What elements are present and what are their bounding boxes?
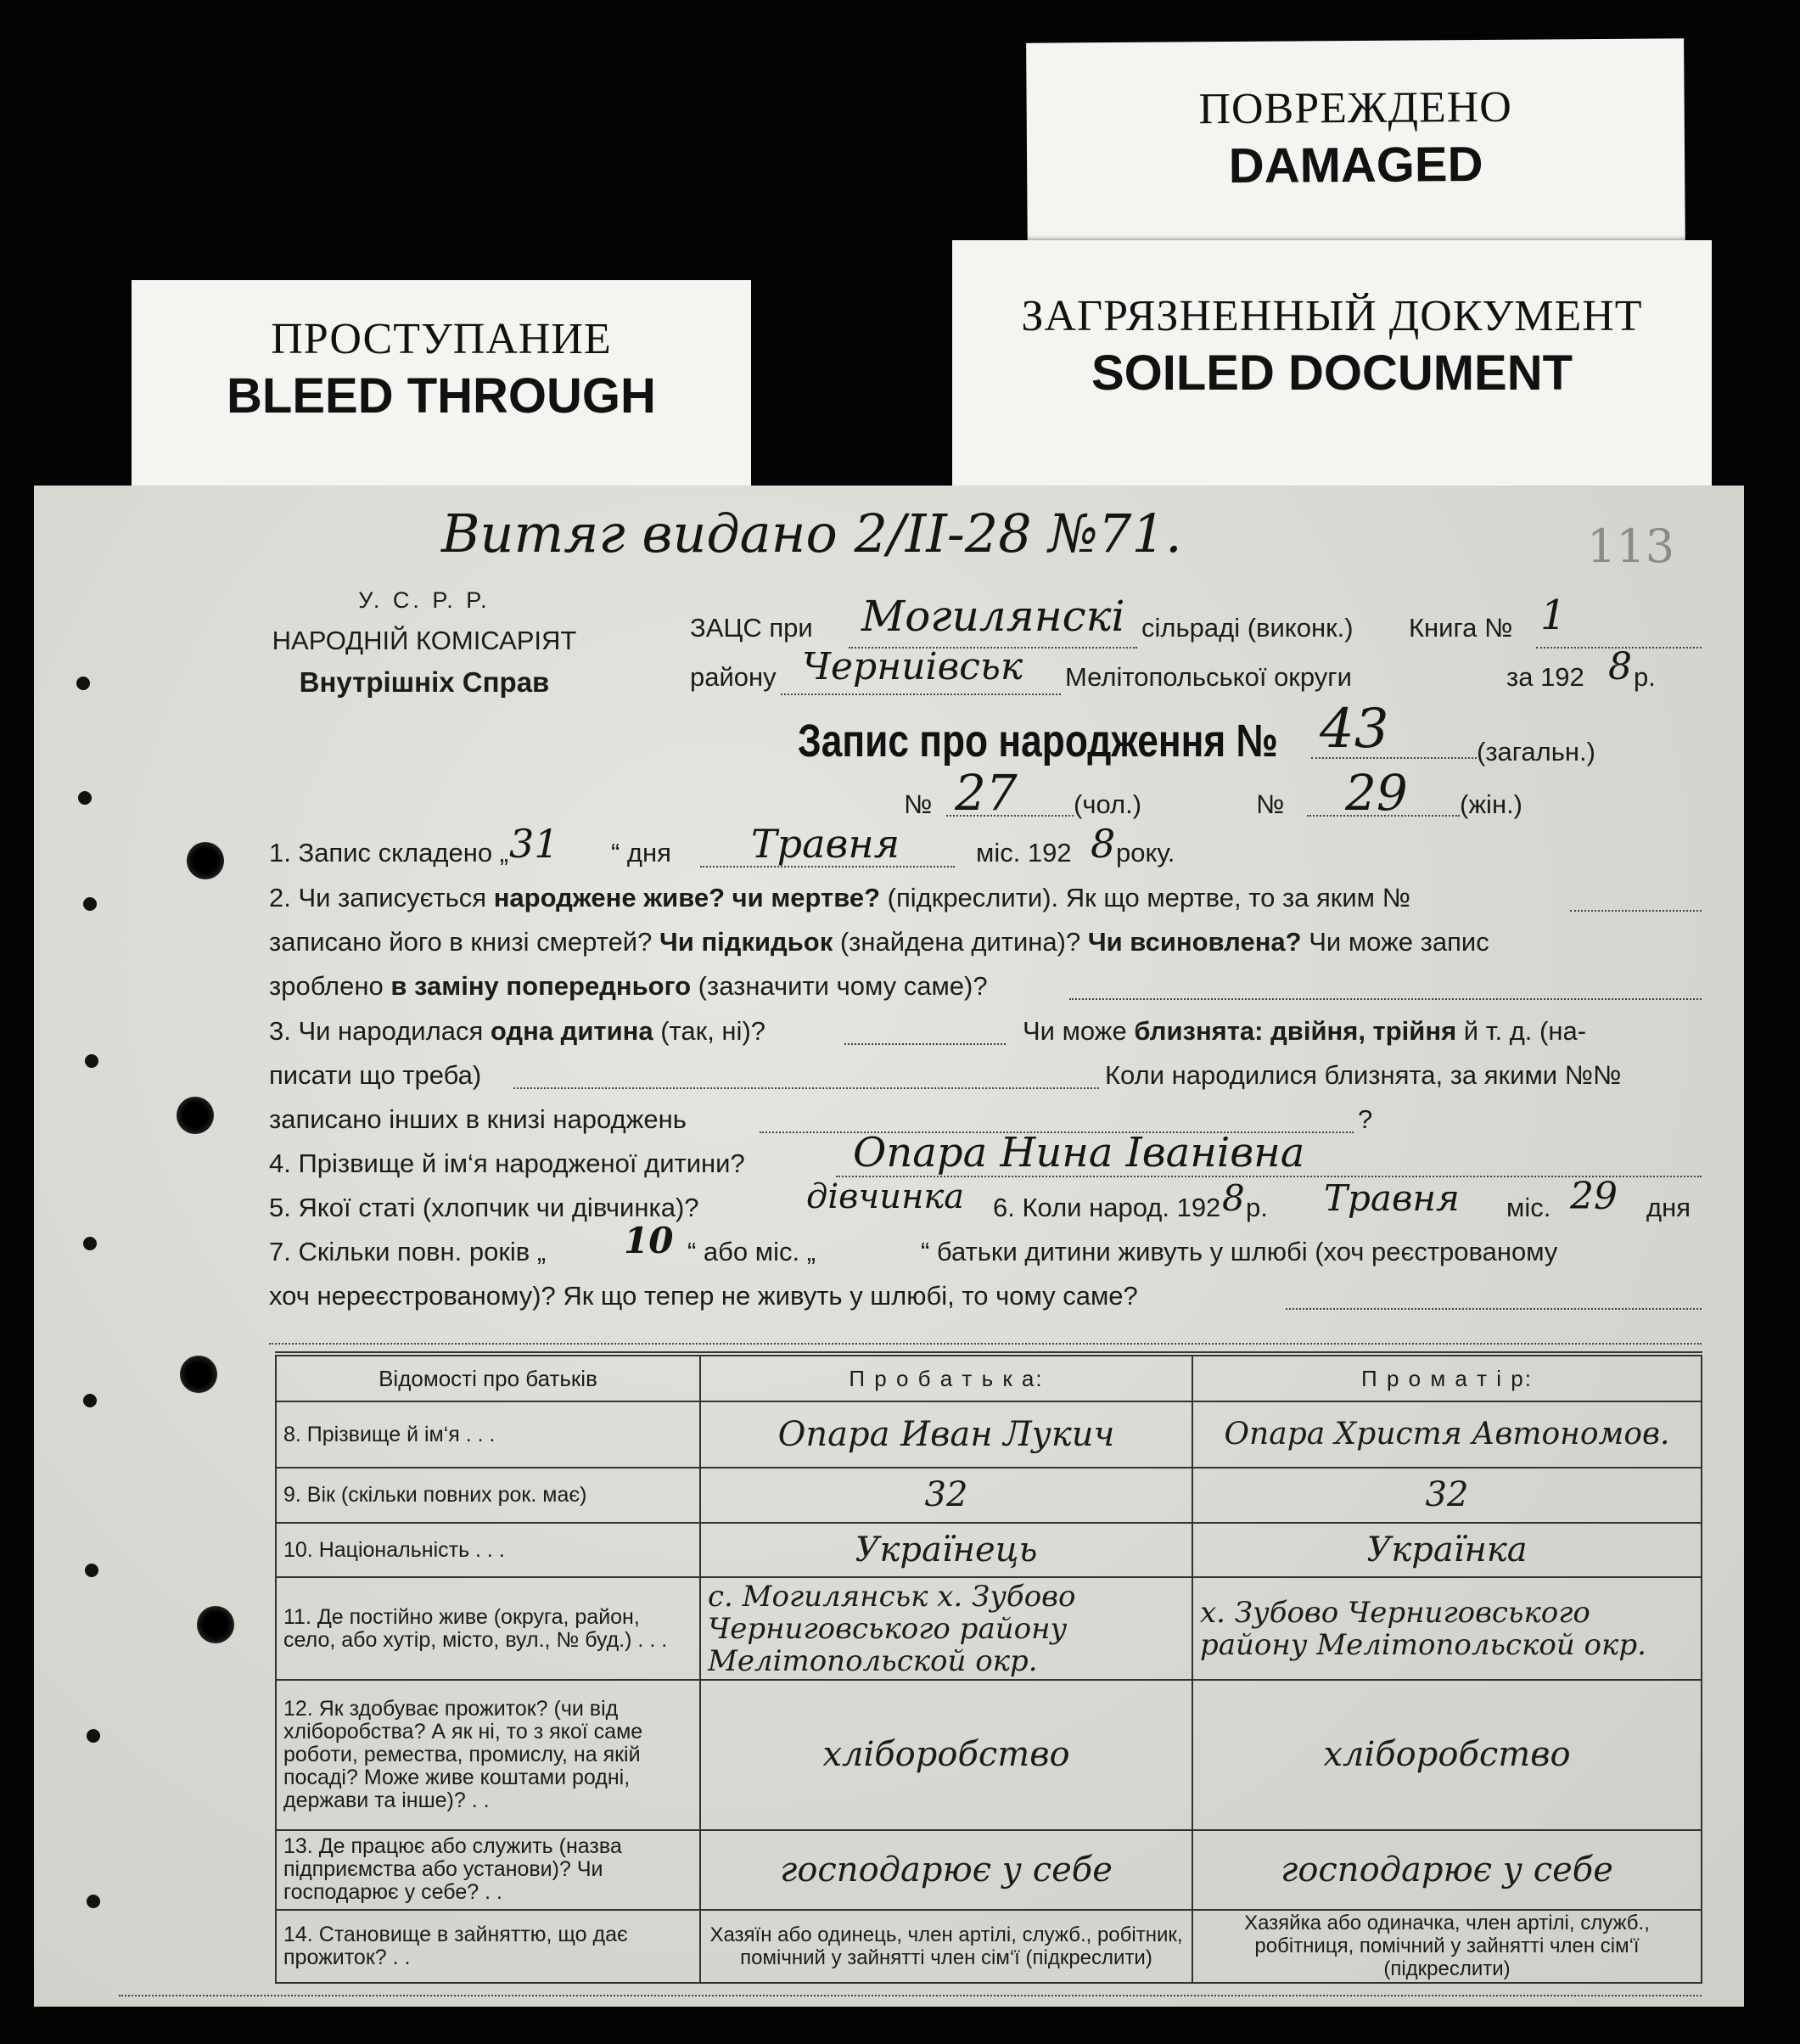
q2-text-b: (підкреслити). Як що мертве, то за яким №: [887, 883, 1410, 912]
q6-year-suffix: р.: [1246, 1193, 1268, 1222]
q4-label: 4. Прізвище й ім‘я народженої дитини?: [269, 1148, 745, 1178]
archive-page-number: 113: [1587, 519, 1675, 573]
punch-hole-icon: [85, 1054, 98, 1068]
male-number-label: (чол.): [1074, 789, 1142, 819]
father-name-value: Опара Иван Лукич: [700, 1401, 1192, 1468]
header-mother: П р о м а т і р:: [1192, 1354, 1702, 1401]
soiled-label-en: SOILED DOCUMENT: [1091, 345, 1573, 401]
zags-suffix: сільраді (виконк.): [1141, 613, 1354, 643]
mother-age-value: 32: [1192, 1468, 1702, 1523]
district-suffix: Мелітопольської округи: [1065, 662, 1352, 692]
q2-text-bold-adopted: Чи всиновлена?: [1087, 927, 1302, 957]
district-prefix: району: [690, 662, 777, 692]
q3-single-line: [844, 1043, 1006, 1045]
table-row: [276, 1577, 1702, 1680]
father-nationality-value: Українець: [700, 1523, 1192, 1578]
general-number-line: [1311, 757, 1477, 759]
punch-hole-icon: [177, 1097, 214, 1134]
table-row: [276, 1523, 1702, 1578]
year-label: за 192: [1506, 662, 1584, 692]
male-number-line: [946, 815, 1074, 817]
q7-text-d: хоч нереєстрованому)? Як що тепер не живуть у шлюбі, то чому саме?: [269, 1281, 1138, 1311]
row-label-employment-status: 14. Становище в зайняттю, що дає прожиток? . .: [276, 1910, 700, 1983]
female-number-sign: №: [1256, 789, 1285, 819]
zags-prefix: ЗАЦС при: [690, 613, 813, 643]
q4-child-name-value: Опара Нина Іванівна: [853, 1129, 1305, 1176]
q3-text-e: писати що треба): [269, 1060, 482, 1090]
q2-text-bold-foundling: Чи підкидьок: [659, 927, 833, 957]
q2-text-bold-alive: народжене живе? чи мертве?: [493, 883, 881, 912]
year-digit-value: 8: [1608, 645, 1632, 688]
village-council-value: Могилянскі: [861, 592, 1125, 641]
q7-years-value: 10: [624, 1220, 674, 1261]
parents-info-table: [275, 1351, 1702, 1984]
header-father: П р о б а т ь к а:: [700, 1354, 1192, 1401]
damaged-label-en: DAMAGED: [1228, 136, 1483, 194]
q5-label: 5. Якої статі (хлопчик чи дівчинка)?: [269, 1193, 699, 1222]
q5-sex-value: дівчинка: [806, 1177, 965, 1216]
q7-text-c: “ батьки дитини живуть у шлюбі (хоч реєстрованому: [921, 1237, 1558, 1266]
q1-day-label: “ дня: [611, 838, 671, 868]
table-row: [276, 1401, 1702, 1468]
general-number-label: (загальн.): [1477, 737, 1595, 766]
district-line: [781, 694, 1061, 695]
punch-hole-icon: [83, 897, 97, 911]
record-sheet: [34, 486, 1744, 2007]
table-header-row: [276, 1354, 1702, 1401]
q6-label: 6. Коли народ. 192: [993, 1193, 1221, 1222]
father-residence-value: с. Могилянськ х. Зубово Черниговського району Мелітопольской окр.: [700, 1577, 1192, 1680]
father-age-value: 32: [700, 1468, 1192, 1523]
q2-text-d: (знайдена дитина)?: [839, 927, 1081, 957]
q7-text-b: “ або міс. „: [687, 1237, 816, 1266]
issuing-authority-header: [246, 587, 603, 699]
damaged-label-ru: ПОВРЕЖДЕНО: [1198, 82, 1513, 134]
row-label-livelihood: 12. Як здобуває прожиток? (чи від хліборобства? А як ні, то з якої саме роботи, ремества, промислу, на якій посаді? Може живе коштами родні, держави та інше)? . .: [276, 1680, 700, 1830]
row-label-name: 8. Прізвище й ім‘я . . .: [276, 1401, 700, 1468]
table-row: [276, 1680, 1702, 1830]
q2-text-c: записано його в книзі смертей?: [269, 927, 653, 957]
district-value: Черниівськ: [802, 645, 1023, 688]
bleed-label-card: [132, 280, 751, 497]
q3-question-mark: ?: [1358, 1104, 1373, 1134]
q2-text-a: 2. Чи записується: [269, 883, 487, 912]
father-livelihood-value: хліборобство: [700, 1680, 1192, 1830]
q7-extra-line: [269, 1343, 1702, 1345]
female-number-label: (жін.): [1460, 789, 1523, 819]
male-number-sign: №: [904, 789, 933, 819]
punch-hole-icon: [87, 1729, 100, 1743]
q1-month-value: Травня: [751, 821, 900, 867]
mother-employment-status: Хазяйка або одиначка, член артілі, служб., робітниця, помічний у зайнятті член сім‘ї (підкреслити): [1192, 1910, 1702, 1983]
soiled-label-card: [952, 240, 1712, 495]
row-label-residence: 11. Де постійно живе (округа, район, село, або хутір, місто, вул., № буд.) . . .: [276, 1577, 700, 1680]
q3-text-c: Чи може: [1023, 1016, 1127, 1046]
header-parents-info: Відомості про батьків: [276, 1354, 700, 1401]
general-number-value: 43: [1320, 698, 1389, 761]
father-employment-status: Хазяїн або одинець, член артілі, служб., робітник, помічний у зайнятті член сім‘ї (підкреслити): [700, 1910, 1192, 1983]
q2-death-number-line: [1570, 910, 1702, 912]
q7-reason-line: [1286, 1308, 1702, 1310]
q6-month-label: міс.: [1506, 1193, 1551, 1222]
father-workplace-value: господарює у себе: [700, 1830, 1192, 1910]
q7-text-a: 7. Скільки повн. років „: [269, 1237, 547, 1266]
table-row: [276, 1468, 1702, 1523]
q1-day-value: 31: [509, 821, 559, 867]
punch-hole-icon: [76, 677, 90, 690]
book-number-value: 1: [1540, 592, 1567, 639]
q1-year-label: міс. 192: [976, 838, 1072, 868]
bleed-label-ru: ПРОСТУПАНИЕ: [271, 315, 612, 363]
q3-text-bold-twins: близнята: двійня, трійня: [1134, 1016, 1457, 1046]
mother-nationality-value: Українка: [1192, 1523, 1702, 1578]
mother-residence-value: х. Зубово Черниговського району Мелітопольской окр.: [1192, 1577, 1702, 1680]
header-commissariat: НАРОДНІЙ КОМІСАРІЯТ: [272, 626, 577, 655]
female-number-line: [1307, 815, 1460, 817]
q2-text-f: зроблено: [269, 971, 384, 1001]
q2-text-bold-replacement: в заміну попереднього: [390, 971, 692, 1001]
mother-workplace-value: господарює у себе: [1192, 1830, 1702, 1910]
mother-name-value: Опара Христя Автономов.: [1192, 1401, 1702, 1468]
punch-hole-icon: [180, 1356, 217, 1393]
punch-hole-icon: [187, 842, 224, 879]
year-suffix: р.: [1634, 662, 1656, 692]
q3-text-d: й т. д. (на-: [1463, 1016, 1587, 1046]
q6-year-value: 8: [1222, 1177, 1245, 1219]
q6-day-value: 29: [1570, 1175, 1618, 1218]
bleed-label-en: BLEED THROUGH: [227, 368, 656, 424]
punch-hole-icon: [83, 1394, 97, 1407]
q3-twins-line: [513, 1087, 1099, 1089]
q1-prefix: 1. Запис складено „: [269, 838, 509, 868]
punch-hole-icon: [83, 1237, 97, 1250]
mother-livelihood-value: хліборобство: [1192, 1680, 1702, 1830]
q1-month-line: [700, 866, 955, 868]
male-number-value: 27: [955, 764, 1018, 822]
q3-text-bold-single: одна дитина: [490, 1016, 653, 1046]
punch-hole-icon: [78, 791, 92, 805]
q1-year-value: 8: [1091, 821, 1116, 867]
issued-extract-note: Витяг видано 2/II-28 №71.: [441, 503, 1182, 564]
header-republic: У. С. Р. Р.: [358, 587, 491, 613]
bottom-dotted-line: [119, 1995, 1702, 1996]
q3-text-g: записано інших в книзі народжень: [269, 1104, 687, 1134]
q2-text-g: (зазначити чому саме)?: [698, 971, 988, 1001]
q1-suffix: року.: [1116, 838, 1175, 868]
book-label: Книга №: [1409, 613, 1513, 643]
q3-text-a: 3. Чи народилася: [269, 1016, 484, 1046]
q3-text-f: Коли народилися близнята, за якими №№: [1105, 1060, 1622, 1090]
q2-replacement-line: [1069, 998, 1702, 1000]
punch-hole-icon: [85, 1564, 98, 1577]
row-label-workplace: 13. Де працює або служить (назва підприємства або установи)? Чи господарює у себе? . .: [276, 1830, 700, 1910]
q3-text-b: (так, ні)?: [660, 1016, 766, 1046]
q6-day-label: дня: [1646, 1193, 1691, 1222]
soiled-label-ru: ЗАГРЯЗНЕННЫЙ ДОКУМЕНТ: [1021, 292, 1643, 340]
header-department: Внутрішніх Справ: [299, 666, 550, 698]
female-number-value: 29: [1345, 764, 1408, 822]
q6-month-value: Травня: [1324, 1177, 1460, 1219]
row-label-age: 9. Вік (скільки повних рок. має): [276, 1468, 700, 1523]
record-title: Запис про народження №: [798, 716, 1278, 766]
table-row: [276, 1910, 1702, 1983]
row-label-nationality: 10. Національність . . .: [276, 1523, 700, 1578]
punch-hole-icon: [197, 1606, 234, 1643]
damaged-label-card: [1026, 38, 1685, 259]
punch-hole-icon: [87, 1895, 100, 1908]
table-row: [276, 1830, 1702, 1910]
q2-text-e: Чи може запис: [1309, 927, 1489, 957]
